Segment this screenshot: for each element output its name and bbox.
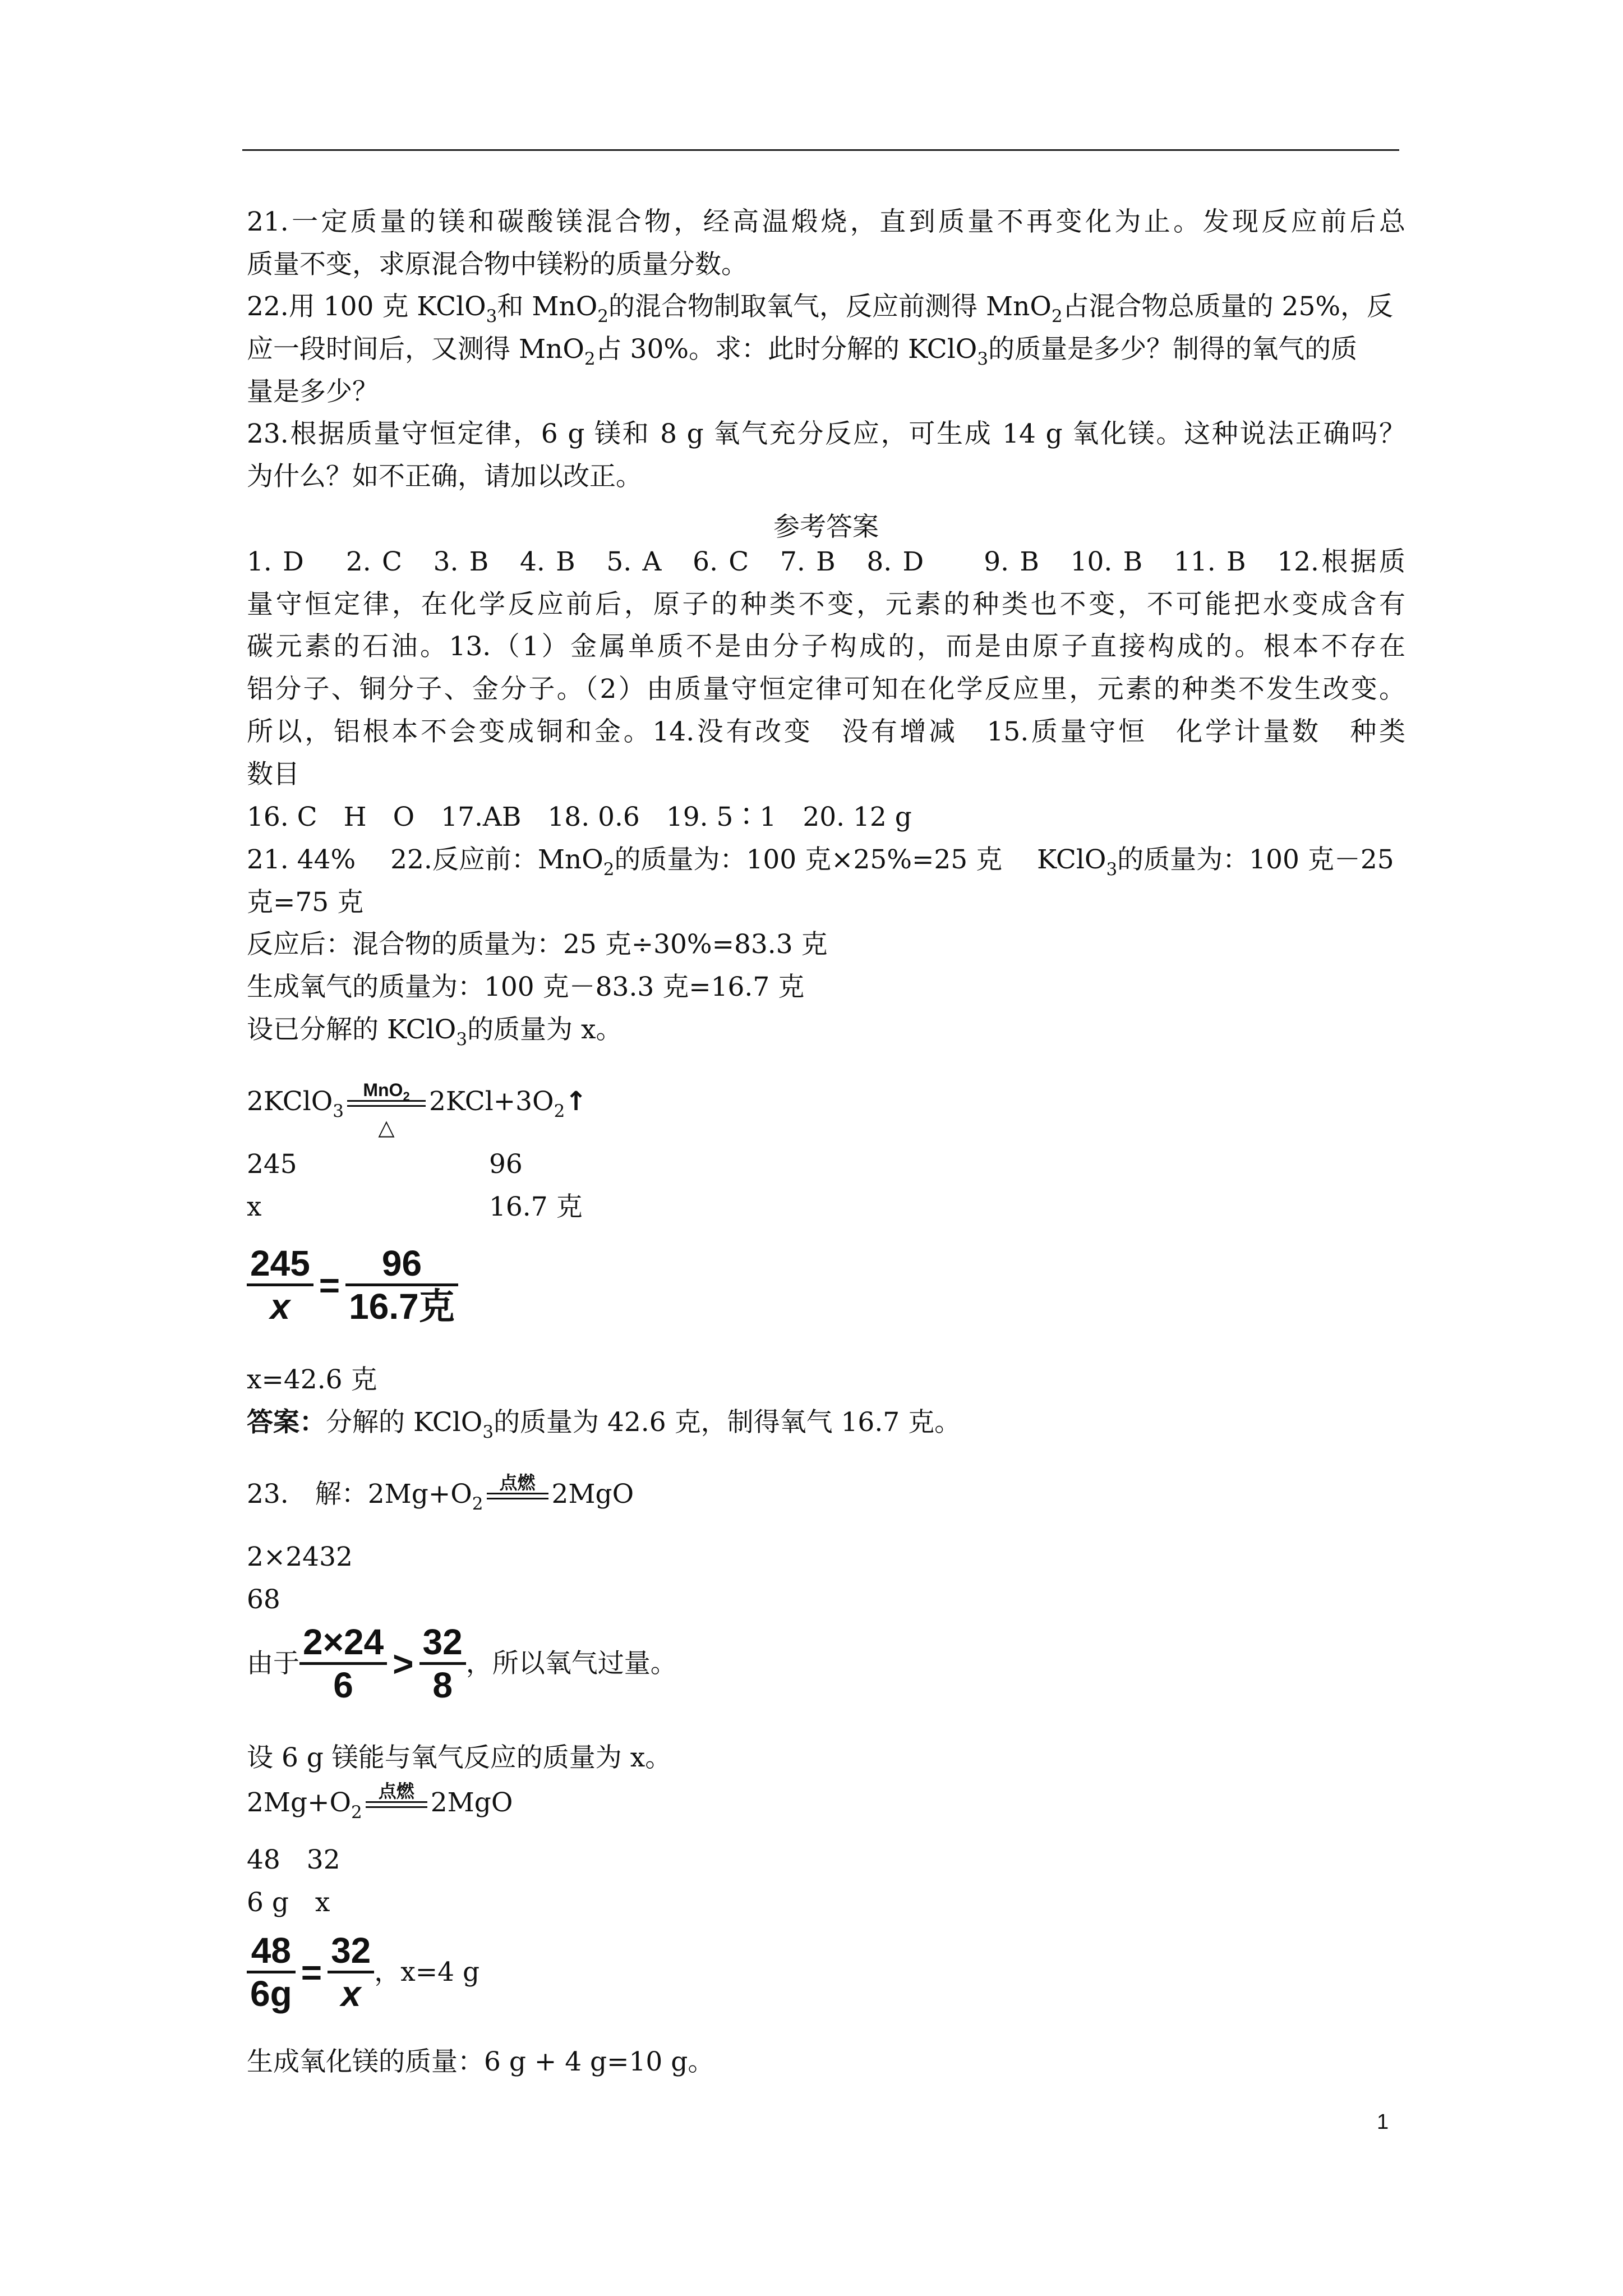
answer-line-9: 克=75 克: [247, 887, 364, 918]
eq2-ratio-row: 48 32: [247, 1844, 340, 1875]
solution-23-set: 设 6 g 镁能与氧气反应的质量为 x。: [247, 1742, 672, 1773]
comparison-left-fraction: $\frac{2\times 24}{6}$: [299, 1624, 387, 1703]
eq1-ratio-row: 245: [247, 1149, 297, 1180]
comparison-right-fraction: $\frac{32}{8}$: [419, 1624, 466, 1703]
answer-line-1: 1. D 2. C 3. B 4. B 5. A 6. C 7. B 8. D 9. B 10. B 11. B 12.根据质: [247, 546, 1405, 577]
final-line: 生成氧化镁的质量：6 g + 4 g=10 g。: [247, 2046, 714, 2077]
ignite-condition-2: 点燃: [366, 1801, 427, 1816]
answer-summary: 答案：分解的 KClO$_3$的质量为 42.6 克，制得氧气 16.7 克。: [247, 1407, 961, 1442]
answer-line-5: 所以，铝根本不会变成铜和金。14.没有改变 没有增减 15.质量守恒 化学计量数 种类: [247, 716, 1405, 747]
answer-line-4: 铝分子、铜分子、金分子。（2）由质量守恒定律可知在化学反应里，元素的种类不发生改变。: [247, 674, 1405, 705]
solution-23-line-3: 68: [247, 1584, 280, 1615]
fraction-2-right: $\frac{32}{x}$: [328, 1932, 374, 2012]
comparison: 由于 $\frac{2\times 24}{6}$ > $\frac{32}{8}$ ，所以氧气过量。: [247, 1622, 677, 1705]
equation-mg: $2Mg+O_2$ 点燃 2MgO: [247, 1781, 513, 1823]
answer-line-2: 量守恒定律，在化学反应前后，原子的种类不变，元素的种类也不变，不可能把水变成含有: [247, 589, 1405, 620]
ignite-condition: 点燃: [487, 1493, 548, 1507]
q22-line-3: 量是多少？: [247, 376, 379, 407]
answer-line-10: 反应后：混合物的质量为：25 克÷30%=83.3 克: [247, 929, 828, 960]
solution-23-line-2: 2×2432: [247, 1542, 353, 1572]
eq1-ratio-row-b: 96: [489, 1149, 523, 1180]
answer-line-8: 21. 44% 22.反应前：MnO$_2$的质量为：100 克×25%=25 克 KClO$_3$的质量为：100 克－25: [247, 844, 1394, 880]
answer-line-7: 16. C H O 17.AB 18. 0.6 19. 5∶1 20. 12 g: [247, 802, 912, 832]
eq1-values-row-b: 16.7 克: [489, 1191, 583, 1222]
fraction-left: $\frac{245}{x}$: [247, 1245, 313, 1324]
eq2-values-row: 6 g x: [247, 1887, 330, 1918]
answers-title: 参考答案: [773, 512, 879, 542]
q23-line-2: 为什么？如不正确，请加以改正。: [247, 461, 642, 492]
q23-line-1: 23.根据质量守恒定律，6 g 镁和 8 g 氧气充分反应，可生成 14 g 氧化镁。这种说法正确吗？: [247, 418, 1405, 449]
q21-line-2: 质量不变，求原混合物中镁粉的质量分数。: [247, 249, 748, 280]
proportion-2: $\frac{48}{6g}$ = $\frac{32}{x}$ ，x=4 g: [247, 1932, 479, 2012]
answer-line-11: 生成氧气的质量为：100 克－83.3 克=16.7 克: [247, 972, 805, 1002]
answer-line-12: 设已分解的 KClO$_3$的质量为 x。: [247, 1014, 623, 1050]
answer-line-6: 数目: [247, 759, 299, 790]
fraction-2-left: $\frac{48}{6g}$: [247, 1932, 296, 2012]
gas-arrow-icon: ↑: [565, 1086, 587, 1117]
answer-line-3: 碳元素的石油。13.（1）金属单质不是由分子构成的，而是由原子直接构成的。根本不存在: [247, 631, 1405, 662]
page-number: 1: [1377, 2110, 1389, 2134]
q21-line-1: 21.一定质量的镁和碳酸镁混合物，经高温煅烧，直到质量不再变化为止。发现反应前后总: [247, 206, 1405, 237]
equation-kclo3: 2KClO$_3$ MnO$_2$ △ $2KCl+3O_2↑$: [247, 1080, 587, 1140]
proportion-1: $\frac{245}{x}$ = $\frac{96}{\text{16.7克}}$: [247, 1245, 458, 1324]
header-rule: [242, 149, 1399, 151]
eq1-values-row: x: [247, 1191, 262, 1222]
q22-line-1: 22.用 100 克 KClO$_3$和 MnO$_2$的混合物制取氧气，反应前测得 MnO$_2$占混合物总质量的 25%，反: [247, 291, 1394, 326]
solution-23-equation: 23. 解：$2Mg+O_2$ 点燃 2MgO: [247, 1473, 634, 1514]
reaction-condition: MnO$_2$ △: [347, 1100, 426, 1115]
fraction-right: $\frac{96}{\text{16.7克}}$: [345, 1245, 458, 1324]
q22-line-2: 应一段时间后，又测得 MnO$_2$占 30%。求：此时分解的 KClO$_3$的质量是多少？制得的氧气的质: [247, 334, 1358, 369]
x-result: x=42.6 克: [247, 1364, 377, 1395]
